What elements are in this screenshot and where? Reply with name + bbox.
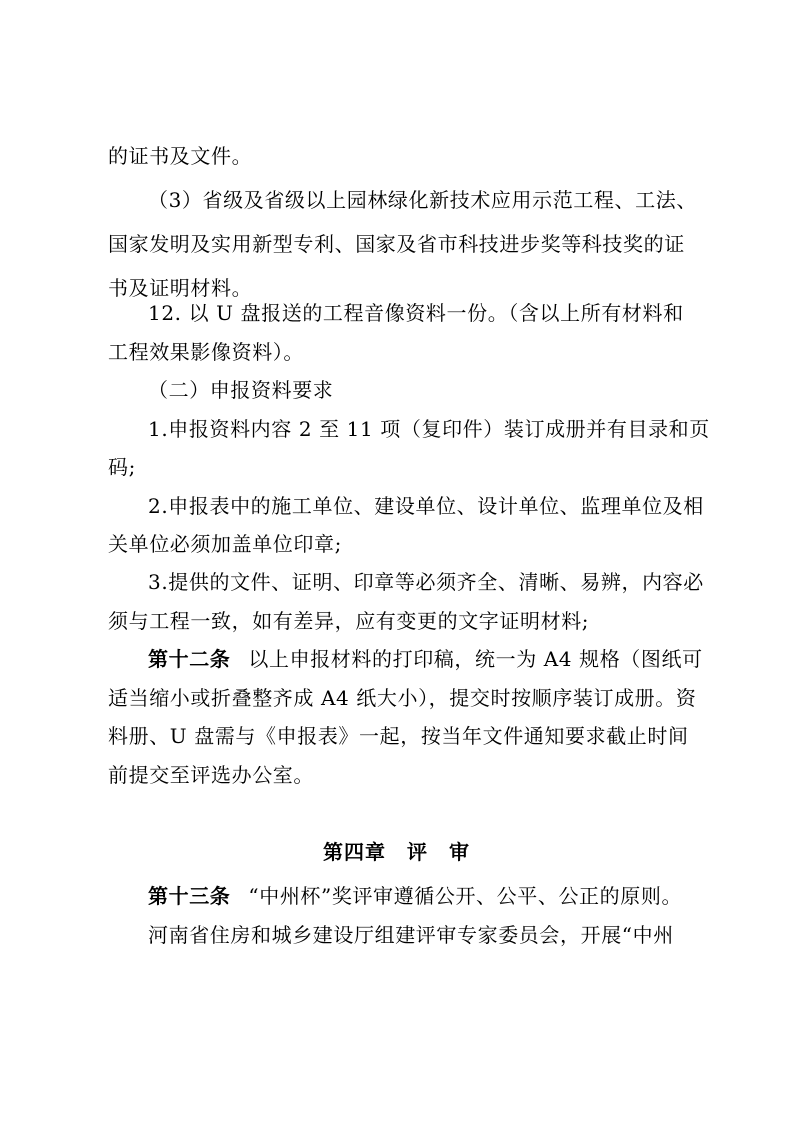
paragraph-line: 须与工程一致，如有差异，应有变更的文字证明材料;	[108, 609, 590, 633]
article-12-line	[0, 641, 793, 677]
paragraph-line: 国家发明及实用新型专利、国家及省市科技进步奖等科技奖的证	[108, 232, 685, 256]
paragraph-line: 关单位必须加盖单位印章;	[108, 532, 342, 556]
paragraph-line: 工程效果影像资料）。	[108, 340, 304, 364]
paragraph-line: 3.提供的文件、证明、印章等必须齐全、清晰、易辨，内容必	[148, 570, 704, 594]
paragraph-line: 适当缩小或折叠整齐成 A4 纸大小），提交时按顺序装订成册。资	[108, 686, 697, 710]
paragraph-line: 2.申报表中的施工单位、建设单位、设计单位、监理单位及相	[148, 494, 704, 518]
paragraph-line: 的证书及文件。	[108, 144, 253, 168]
article-13-label: 第十三条	[148, 884, 231, 908]
paragraph-line: 12. 以 U 盘报送的工程音像资料一份。（含以上所有材料和	[148, 301, 684, 325]
paragraph-line: 河南省住房和城乡建设厅组建评审专家委员会，开展“中州	[148, 923, 674, 947]
paragraph-line: 前提交至评选办公室。	[108, 763, 314, 787]
paragraph-line: （3）省级及省级以上园林绿化新技术应用示范工程、工法、	[148, 188, 697, 212]
section-heading: （二）申报资料要求	[148, 378, 334, 402]
article-12-label: 第十二条	[148, 647, 231, 671]
article-12-text: 以上申报材料的打印稿，统一为 A4 规格（图纸可	[248, 647, 703, 671]
article-13-text: “中州杯”奖评审遵循公开、公平、公正的原则。	[248, 884, 683, 908]
paragraph-line: 料册、U 盘需与《申报表》一起，按当年文件通知要求截止时间	[108, 724, 689, 748]
article-13-line	[0, 878, 793, 914]
chapter-title: 第四章 评 审	[323, 840, 470, 864]
paragraph-line: 书及证明材料。	[108, 276, 253, 300]
paragraph-line: 1.申报资料内容 2 至 11 项（复印件）装订成册并有目录和页	[148, 417, 710, 441]
paragraph-line: 码;	[108, 455, 136, 479]
